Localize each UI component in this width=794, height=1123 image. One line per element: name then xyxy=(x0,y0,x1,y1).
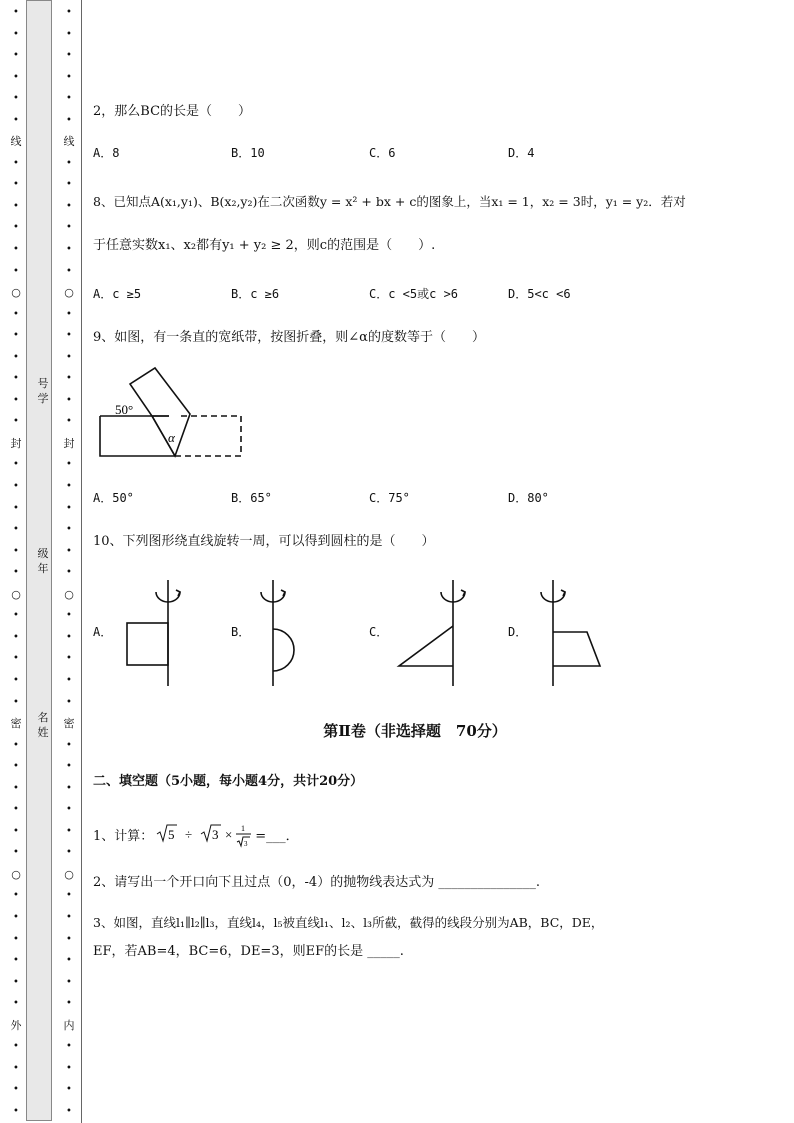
q10-option-b-label: B． xyxy=(231,625,251,639)
q8-option-b: B．c ≥6 xyxy=(231,287,280,301)
right-dot: • xyxy=(66,739,72,751)
svg-text:1: 1 xyxy=(241,824,246,833)
right-dot: • xyxy=(66,308,72,320)
right-char: 封 xyxy=(63,436,75,450)
right-dot: • xyxy=(66,28,72,40)
svg-text:÷: ÷ xyxy=(185,827,193,842)
right-dot: • xyxy=(66,351,72,363)
right-dot: • xyxy=(66,761,72,773)
left-dot: • xyxy=(13,222,19,234)
part2-title: 第Ⅱ卷（非选择题 70分） xyxy=(323,722,507,740)
left-dot: • xyxy=(13,351,19,363)
right-dot: • xyxy=(66,330,72,342)
q7-option-d: D．4 xyxy=(508,146,535,160)
q8-option-d: D．5<c <6 xyxy=(508,287,571,301)
q9-folded-strip-figure xyxy=(95,364,247,460)
folded-flap xyxy=(130,368,190,456)
left-dot: • xyxy=(13,976,19,988)
q10-stem: 10、下列图形绕直线旋转一周，可以得到圆柱的是（ ） xyxy=(93,534,435,549)
angle-50-label: 50° xyxy=(115,402,134,417)
right-char: 内 xyxy=(63,1018,75,1032)
right-dot: • xyxy=(66,200,72,212)
right-dot: • xyxy=(66,825,72,837)
fill-q3-line1: 3、如图，直线l₁∥l₂∥l₃，直线l₄，l₅被直线l₁、l₂、l₃所截，截得的线段分别为AB，BC，DE， xyxy=(93,915,604,930)
left-dot: • xyxy=(13,804,19,816)
left-dot: • xyxy=(13,7,19,18)
right-dot: • xyxy=(66,804,72,816)
right-dot: • xyxy=(66,545,72,557)
right-dot: • xyxy=(66,222,72,234)
right-dot: • xyxy=(66,933,72,945)
q10-figure-b-semicircle xyxy=(255,578,315,688)
q10-figure-c-triangle xyxy=(395,578,475,688)
right-dot: • xyxy=(66,265,72,277)
left-dot: • xyxy=(13,244,19,256)
fill-q2: 2、请写出一个开口向下且过点（0，-4）的抛物线表达式为 _______________. xyxy=(93,875,540,890)
left-dot-column xyxy=(9,2,23,1122)
right-char: ○ xyxy=(64,867,74,881)
left-char: 外 xyxy=(10,1018,22,1032)
left-dot: • xyxy=(13,459,19,471)
left-dot: • xyxy=(13,416,19,428)
left-dot: • xyxy=(13,847,19,859)
left-dot: • xyxy=(13,524,19,536)
right-char: ○ xyxy=(64,587,74,601)
fill-q1 xyxy=(93,820,299,848)
fill-q1-prefix: 1、计算： xyxy=(93,828,154,844)
q7-option-c: C．6 xyxy=(369,146,396,160)
q9-option-b: B．65° xyxy=(231,491,272,505)
left-dot: • xyxy=(13,1105,19,1117)
left-char: ○ xyxy=(11,286,21,300)
right-dot: • xyxy=(66,114,72,126)
part2-section-heading: 二、填空题（5小题，每小题4分，共计20分） xyxy=(93,774,364,789)
left-dot: • xyxy=(13,28,19,40)
right-dot: • xyxy=(66,459,72,471)
left-dot: • xyxy=(13,265,19,277)
left-dot: • xyxy=(13,1084,19,1096)
right-dot: • xyxy=(66,696,72,708)
right-dot: • xyxy=(66,911,72,923)
q10-figure-d-trapezoid xyxy=(530,578,610,688)
left-dot: • xyxy=(13,330,19,342)
q8-stem-line2: 于任意实数x₁、x₂都有y₁ + y₂ ≥ 2，则c的范围是（ ）. xyxy=(93,238,436,253)
left-dot: • xyxy=(13,696,19,708)
right-dot: • xyxy=(66,244,72,256)
fill-q1-answer-blank: =___． xyxy=(255,828,299,844)
q10-option-c-label: C． xyxy=(369,625,389,639)
left-dot: • xyxy=(13,1041,19,1053)
left-char: 密 xyxy=(10,717,22,731)
left-dot: • xyxy=(13,308,19,320)
student-id-label: 号学 xyxy=(37,377,49,405)
fill-q3-line2: EF，若AB=4，BC=6，DE=3，则EF的长是 _____. xyxy=(93,944,404,959)
left-char: 封 xyxy=(10,436,22,450)
svg-text:×: × xyxy=(225,827,233,842)
alpha-label: α xyxy=(168,430,175,445)
right-dot: • xyxy=(66,179,72,191)
q8-option-a: A．c ≥5 xyxy=(93,287,142,301)
left-dot: • xyxy=(13,71,19,83)
right-dot: • xyxy=(66,610,72,622)
q8-option-c: C．c <5或c >6 xyxy=(369,287,459,301)
left-dot: • xyxy=(13,200,19,212)
left-char: ○ xyxy=(11,587,21,601)
right-dot: • xyxy=(66,847,72,859)
left-dot: • xyxy=(13,545,19,557)
right-dot: • xyxy=(66,1105,72,1117)
left-dot: • xyxy=(13,674,19,686)
left-dot: • xyxy=(13,502,19,514)
left-dot: • xyxy=(13,93,19,105)
right-dot: • xyxy=(66,1041,72,1053)
left-dot: • xyxy=(13,890,19,902)
left-dot: • xyxy=(13,1062,19,1074)
right-dot: • xyxy=(66,955,72,967)
q9-option-c: C．75° xyxy=(369,491,410,505)
q8-stem-line1: 8、已知点A(x₁,y₁)、B(x₂,y₂)在二次函数y = x² + bx + c的图象上，当x₁ = 1，x₂ = 3时，y₁ = y₂．若对 xyxy=(93,194,686,209)
left-dot: • xyxy=(13,157,19,169)
q9-option-a: A．50° xyxy=(93,491,134,505)
left-dot: • xyxy=(13,955,19,967)
left-char: 线 xyxy=(10,135,22,149)
right-dot: • xyxy=(66,976,72,988)
svg-text:3: 3 xyxy=(244,840,248,848)
right-dot-column xyxy=(62,2,76,1122)
right-dot: • xyxy=(66,157,72,169)
right-char: ○ xyxy=(64,286,74,300)
q10-option-a-label: A． xyxy=(93,625,113,639)
right-char: 线 xyxy=(63,135,75,149)
right-dot: • xyxy=(66,481,72,493)
right-dot: • xyxy=(66,674,72,686)
left-dot: • xyxy=(13,567,19,579)
name-label: 名姓 xyxy=(37,711,49,739)
svg-text:5: 5 xyxy=(168,827,175,842)
left-dot: • xyxy=(13,911,19,923)
q10-option-d-label: D． xyxy=(508,625,528,639)
right-dot: • xyxy=(66,524,72,536)
svg-text:3: 3 xyxy=(212,827,219,842)
left-dot: • xyxy=(13,933,19,945)
right-dot: • xyxy=(66,7,72,18)
left-char: ○ xyxy=(11,867,21,881)
left-dot: • xyxy=(13,782,19,794)
right-dot: • xyxy=(66,653,72,665)
right-dot: • xyxy=(66,631,72,643)
q9-option-d: D．80° xyxy=(508,491,549,505)
q7-option-a: A．8 xyxy=(93,146,120,160)
right-dot: • xyxy=(66,502,72,514)
right-dot: • xyxy=(66,567,72,579)
left-dot: • xyxy=(13,761,19,773)
right-dot: • xyxy=(66,1084,72,1096)
q7-stem: 2，那么BC的长是（ ） xyxy=(93,104,252,119)
right-dot: • xyxy=(66,93,72,105)
left-dot: • xyxy=(13,114,19,126)
right-dot: • xyxy=(66,998,72,1010)
q7-option-b: B．10 xyxy=(231,146,265,160)
right-dot: • xyxy=(66,394,72,406)
fill-q1-expression xyxy=(155,820,253,848)
left-dot: • xyxy=(13,373,19,385)
margin-border-line xyxy=(81,0,82,1123)
right-char: 密 xyxy=(63,717,75,731)
q9-stem: 9、如图，有一条直的宽纸带，按图折叠，则∠α的度数等于（ ） xyxy=(93,330,485,345)
left-dot: • xyxy=(13,825,19,837)
right-dot: • xyxy=(66,416,72,428)
q10-figure-a-square xyxy=(122,578,192,688)
left-dot: • xyxy=(13,179,19,191)
left-dot: • xyxy=(13,50,19,62)
right-dot: • xyxy=(66,373,72,385)
left-dot: • xyxy=(13,394,19,406)
right-dot: • xyxy=(66,782,72,794)
left-dot: • xyxy=(13,998,19,1010)
left-dot: • xyxy=(13,610,19,622)
left-dot: • xyxy=(13,631,19,643)
right-dot: • xyxy=(66,890,72,902)
left-dot: • xyxy=(13,481,19,493)
left-dot: • xyxy=(13,653,19,665)
right-dot: • xyxy=(66,50,72,62)
strip-dashed-edge xyxy=(175,416,241,456)
grade-label: 级年 xyxy=(37,547,49,575)
right-dot: • xyxy=(66,1062,72,1074)
left-dot: • xyxy=(13,739,19,751)
right-dot: • xyxy=(66,71,72,83)
